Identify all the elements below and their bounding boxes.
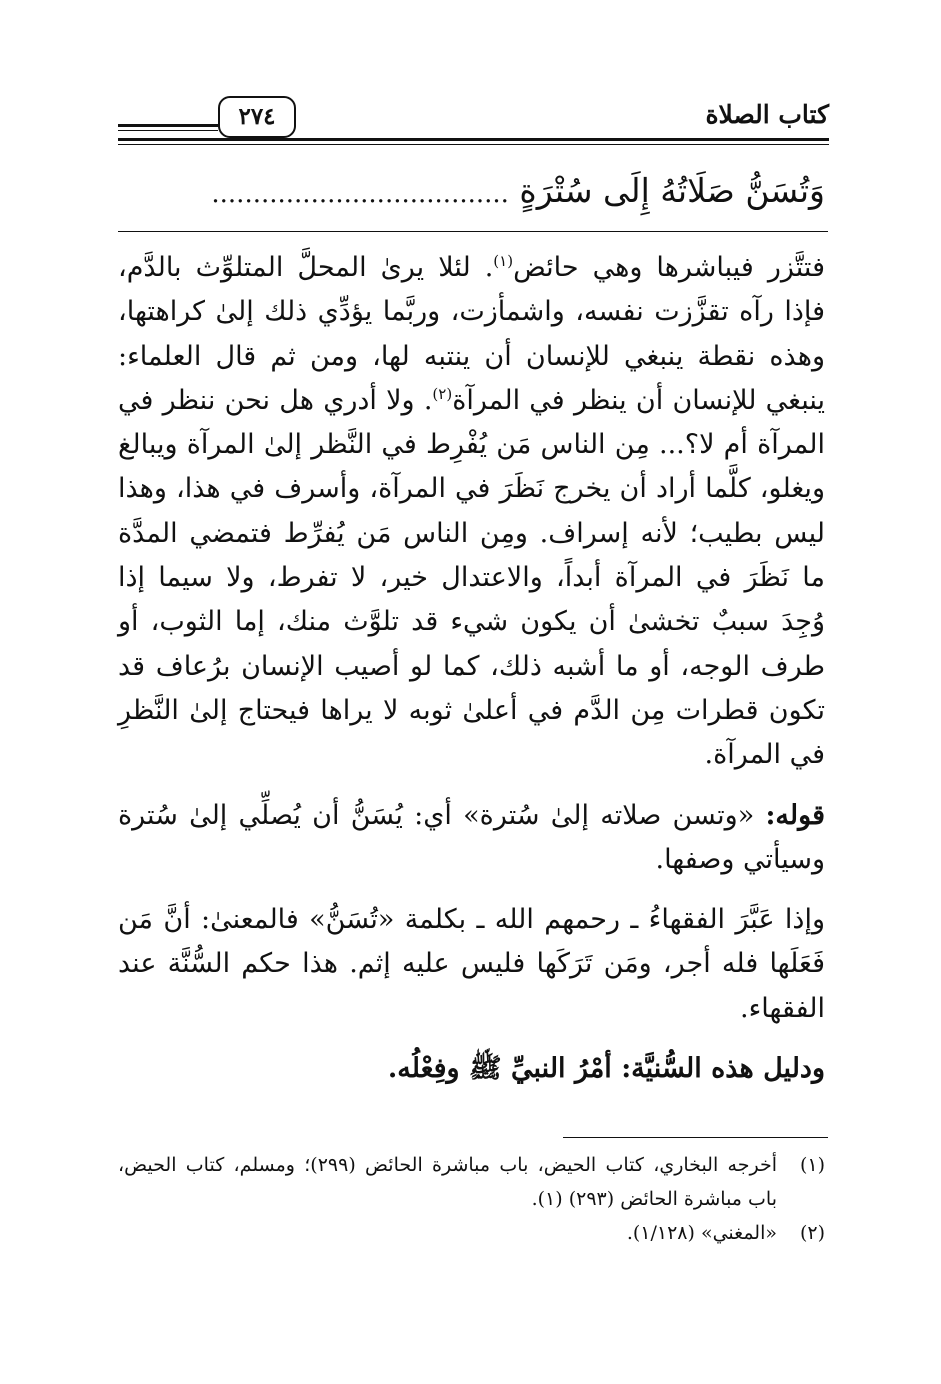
paragraph-3-text: وإذا عَبَّرَ الفقهاءُ ـ رحمهم الله ـ بكلمة «تُسَنُّ» فالمعنىٰ: أنَّ مَن فَعَلَها فله أجر، ومَن تَرَكَها فليس عليه إثم. هذا حكم السُّنَّة عند الفقهاء. (118, 904, 825, 1024)
paragraph-2 (118, 794, 825, 883)
footnote-divider (563, 1137, 828, 1138)
footnote-2 (118, 1216, 825, 1250)
paragraph-1 (118, 246, 825, 778)
paragraph-3 (118, 898, 825, 1031)
footnote-number: (١) (799, 1154, 825, 1176)
book-title: كتاب الصلاة (705, 100, 829, 129)
footnote-1 (118, 1148, 825, 1216)
footnotes (118, 1148, 825, 1250)
qawluhu-label: قوله: (765, 799, 825, 831)
footnote-ref-2[interactable]: (٢) (432, 384, 453, 403)
header-rule-left (118, 124, 218, 127)
header-rule (118, 138, 829, 141)
matn-line (118, 163, 825, 222)
footnote-ref-1[interactable]: (١) (493, 252, 514, 270)
footnote-text: «المغني» (١/١٢٨). (626, 1222, 777, 1244)
footnote-text: أخرجه البخاري، كتاب الحيض، باب مباشرة الحائض (٢٩٩)؛ ومسلم، كتاب الحيض، باب مباشرة الحائض (٢٩٣) (١). (118, 1154, 777, 1210)
page-header (118, 96, 829, 148)
matn-divider (118, 231, 828, 232)
paragraph-4-text: ودليل هذه السُّنيَّة: أمْرُ النبيِّ ﷺ وفِعْلُه. (387, 1053, 825, 1085)
matn-text: وَتُسَنُّ صَلَاتُهُ إِلَى سُتْرَةٍ (519, 171, 825, 210)
paragraph-2-text: «وتسن صلاته إلىٰ سُترة» أي: يُسَنُّ أن يُصلِّي إلىٰ سُترة وسيأتي وصفها. (118, 799, 825, 875)
paragraph-4 (118, 1047, 825, 1091)
paragraph-1-part-a: فتتَّزر فيباشرها وهي حائض (513, 252, 825, 283)
paragraph-1-part-c: . ولا أدري هل نحن ننظر في المرآة أم لا؟... مِن الناس مَن يُفْرِط في النَّظر إلىٰ المرآة ويبالغ ويغلو، كلَّما أراد أن يخرج نَظَرَ في المرآة، وأسرف في هذا، وهذا ليس بطيب؛ لأنه إسراف. ومِن الناس مَن يُفرِّط فتمضي المدَّة ما نَظَرَ في المرآة أبداً، والاعتدال خير، لا تفرط، ولا سيما إذا وُجِدَ سببٌ تخشىٰ أن يكون شيء قد تلوَّث منك، إما الثوب، أو طرف الوجه، أو ما أشبه ذلك، كما لو أصيب الإنسان برُعاف قد تكون قطرات مِن الدَّم في أعلىٰ ثوبه لا يراها فيحتاج إلىٰ النَّظرِ في المرآة. (118, 384, 825, 771)
matn-dots: .................................... (211, 179, 509, 209)
header-rule-thin (118, 144, 829, 145)
header-rule-left-thin (118, 130, 218, 131)
body-text (118, 246, 825, 1091)
page-number: ٢٧٤ (218, 96, 296, 138)
footnote-number: (٢) (799, 1222, 825, 1244)
paragraph-1-part-b: . لئلا يرىٰ المحلَّ المتلوِّث بالدَّم، فإذا رآه تقزَّزت نفسه، واشمأزت، وربَّما يؤدِّي ذلك إلىٰ كراهتها، وهذه نقطة ينبغي للإنسان أن ينتبه لها، ومن ثم قال العلماء: ينبغي للإنسان أن ينظر في المرآة (118, 252, 826, 416)
